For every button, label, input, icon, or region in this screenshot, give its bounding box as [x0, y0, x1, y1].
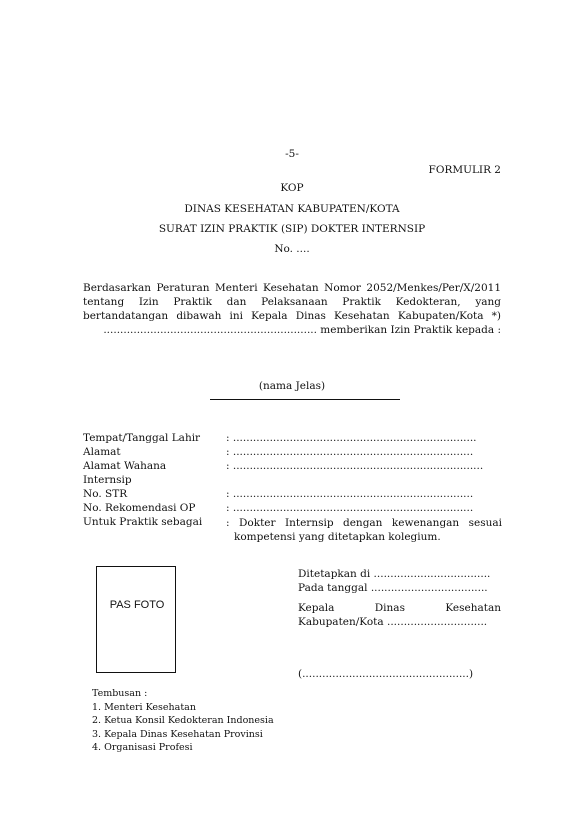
agency-name: DINAS KESEHATAN KABUPATEN/KOTA	[184, 203, 400, 215]
kepala-line-2: Kabupaten/Kota ..............................	[298, 616, 488, 628]
tanggal-line: Pada tanggal ...................................	[298, 582, 488, 594]
intro-line: bertandatangan dibawah ini Kepala Dinas Kesehatan Kabupaten/Kota *)	[83, 310, 501, 322]
praktik-line: : Dokter Internsip dengan kewenangan sesuai	[226, 517, 502, 529]
tembusan-item: 3. Kepala Dinas Kesehatan Provinsi	[92, 728, 263, 740]
name-placeholder: (nama Jelas)	[258, 380, 326, 392]
field-label-rekomendasi: No. Rekomendasi OP	[83, 502, 196, 514]
form-label: FORMULIR 2	[428, 164, 501, 176]
tembusan-item: 2. Ketua Konsil Kedokteran Indonesia	[92, 715, 274, 726]
field-label-internsip: Internsip	[83, 474, 132, 486]
signature-block	[298, 568, 501, 630]
name-underline	[210, 399, 400, 400]
photo-box	[96, 566, 176, 673]
tembusan-item: 1. Menteri Kesehatan	[92, 701, 196, 713]
document-number: No. ....	[274, 243, 310, 255]
field-value-praktik	[226, 516, 502, 544]
field-label-str: No. STR	[83, 488, 128, 500]
intro-paragraph	[83, 281, 501, 337]
document-title: SURAT IZIN PRAKTIK (SIP) DOKTER INTERNSIP	[158, 223, 426, 235]
field-label-wahana: Alamat Wahana	[83, 460, 167, 472]
intro-line: Berdasarkan Peraturan Menteri Kesehatan Nomor 2052/Menkes/Per/X/2011	[83, 282, 501, 294]
ditetapkan-line: Ditetapkan di ...................................	[298, 568, 491, 580]
kepala-line: Kepala Dinas Kesehatan	[298, 602, 501, 614]
tembusan-item: 4. Organisasi Profesi	[92, 742, 193, 753]
signature-name: (..................................................)	[298, 668, 474, 680]
page-number: -5-	[285, 148, 299, 160]
field-label-birth: Tempat/Tanggal Lahir	[83, 432, 201, 444]
intro-line: tentang Izin Praktik dan Pelaksanaan Praktik Kedokteran, yang	[83, 296, 501, 308]
field-value-rekomendasi: : ........................................................................	[226, 502, 474, 514]
praktik-line: kompetensi yang ditetapkan kolegium.	[234, 531, 441, 543]
field-value-str: : ........................................................................	[226, 488, 474, 500]
intro-line: ................................................................ memberikan Izin Praktik kepada :	[103, 324, 501, 336]
field-label-address: Alamat	[83, 446, 121, 458]
field-value-address: : ........................................................................	[226, 446, 474, 458]
photo-label: PAS FOTO	[109, 599, 165, 611]
tembusan-title: Tembusan :	[92, 688, 148, 699]
field-value-wahana: : ...........................................................................	[226, 460, 484, 472]
field-label-praktik: Untuk Praktik sebagai	[83, 516, 203, 528]
field-value-birth: : .........................................................................	[226, 432, 477, 444]
kop-label: KOP	[280, 182, 304, 194]
tembusan-block	[92, 687, 274, 755]
